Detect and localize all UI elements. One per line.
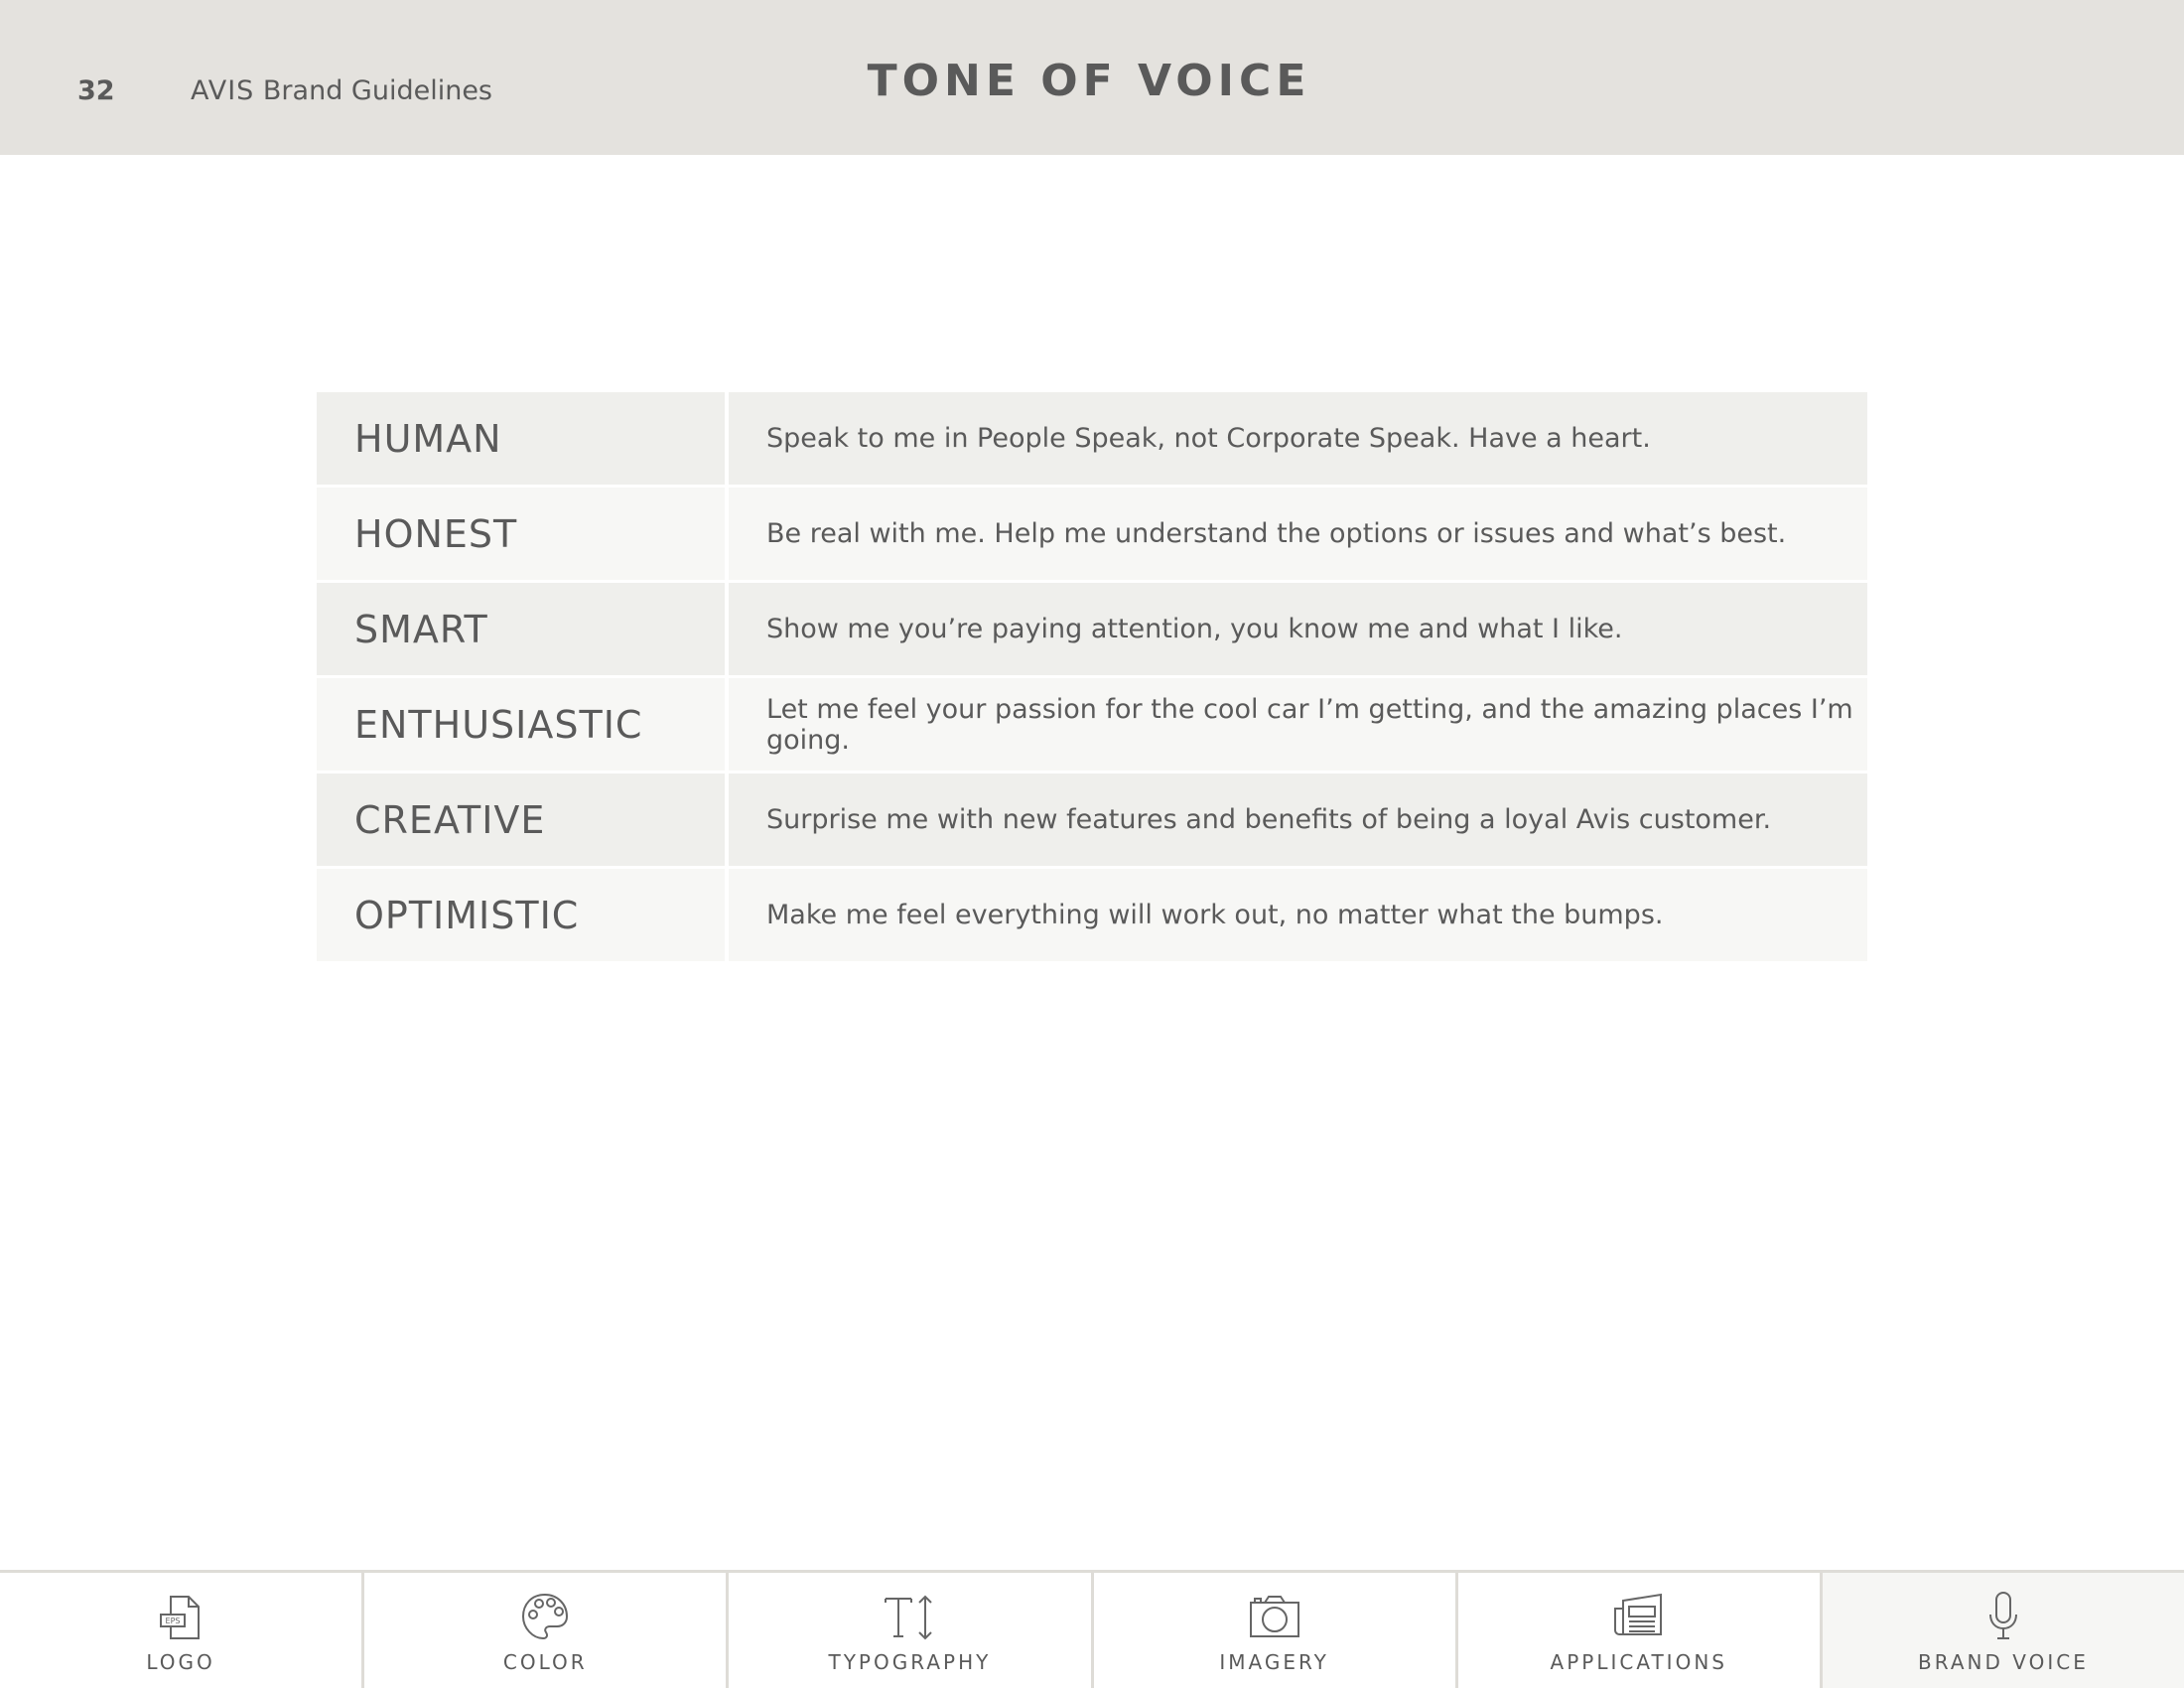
section-nav: [0, 1570, 2184, 1688]
trait-name: SMART: [317, 583, 725, 675]
table-row: [317, 869, 1867, 961]
brand-suffix: Brand Guidelines: [254, 75, 492, 106]
nav-tab-applications[interactable]: [1458, 1573, 1823, 1688]
trait-description: Be real with me. Help me understand the options or issues and what’s best.: [729, 488, 1867, 580]
nav-tab-imagery[interactable]: [1094, 1573, 1458, 1688]
nav-tab-typography[interactable]: [729, 1573, 1093, 1688]
nav-tab-label: IMAGERY: [1219, 1650, 1329, 1674]
trait-description: Make me feel everything will work out, no matter what the bumps.: [729, 869, 1867, 961]
text-size-icon: [882, 1589, 937, 1644]
nav-tab-label: COLOR: [502, 1650, 588, 1674]
trait-name: OPTIMISTIC: [317, 869, 725, 961]
nav-tab-label: BRAND VOICE: [1918, 1650, 2089, 1674]
trait-description: Speak to me in People Speak, not Corporate Speak. Have a heart.: [729, 392, 1867, 485]
nav-tab-color[interactable]: [364, 1573, 729, 1688]
trait-description: Show me you’re paying attention, you know me and what I like.: [729, 583, 1867, 675]
page-number: 32: [77, 75, 115, 106]
svg-text:EPS: EPS: [165, 1617, 181, 1625]
trait-description: Let me feel your passion for the cool car I’m getting, and the amazing places I’m going.: [729, 678, 1867, 771]
page-title-text: TONE OF VOICE: [867, 56, 1311, 106]
nav-tab-label: TYPOGRAPHY: [828, 1650, 992, 1674]
tone-of-voice-table: [317, 392, 1867, 964]
newspaper-icon: [1611, 1589, 1667, 1644]
trait-description: Surprise me with new features and benefits of being a loyal Avis customer.: [729, 774, 1867, 866]
camera-icon: [1247, 1589, 1302, 1644]
nav-tab-label: LOGO: [146, 1650, 215, 1674]
table-row: [317, 774, 1867, 866]
microphone-icon: [1976, 1589, 2031, 1644]
trait-name: ENTHUSIASTIC: [317, 678, 725, 771]
nav-tab-brand-voice[interactable]: [1823, 1573, 2184, 1688]
eps-file-icon: [153, 1589, 208, 1644]
trait-name: HONEST: [317, 488, 725, 580]
table-row: [317, 488, 1867, 580]
nav-tab-label: APPLICATIONS: [1550, 1650, 1727, 1674]
palette-icon: [517, 1589, 573, 1644]
trait-name: HUMAN: [317, 392, 725, 485]
table-row: [317, 583, 1867, 675]
trait-name: CREATIVE: [317, 774, 725, 866]
nav-tab-logo[interactable]: [0, 1573, 364, 1688]
table-row: [317, 392, 1867, 485]
page-title: [0, 56, 2184, 106]
table-row: [317, 678, 1867, 771]
page-header: [0, 0, 2184, 155]
brand-name: AVIS: [191, 75, 255, 106]
